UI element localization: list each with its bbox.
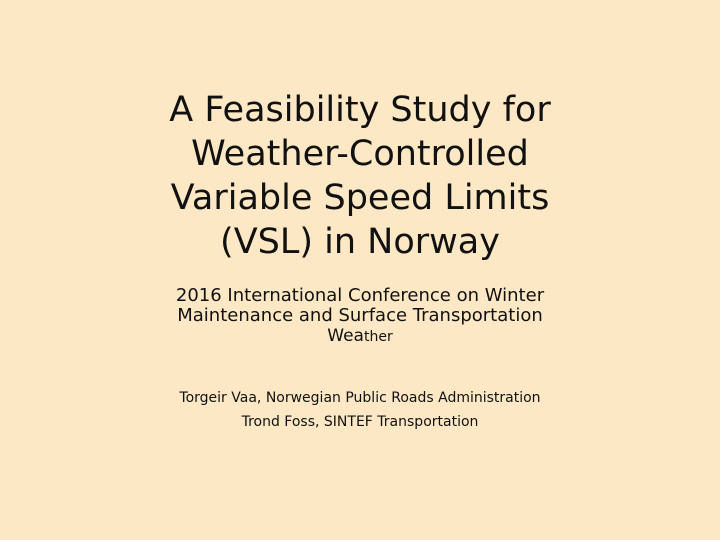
subtitle-line-2: Maintenance and Surface Transportation	[177, 305, 543, 326]
authors-block	[60, 386, 660, 434]
author-1: Torgeir Vaa, Norwegian Public Roads Administration	[179, 390, 541, 406]
title-line-1: A Feasibility Study for	[169, 90, 551, 130]
subtitle-tail-small: ther	[363, 329, 393, 345]
title-line-3: Variable Speed Limits	[170, 178, 550, 218]
subtitle-line-1: 2016 International Conference on Winter	[175, 285, 545, 306]
subtitle-line-3	[60, 326, 660, 347]
author-2: Trond Foss, SINTEF Transportation	[241, 414, 479, 430]
title-line-2: Weather-Controlled	[191, 134, 529, 174]
subtitle-tail-big: Wea	[327, 326, 364, 346]
conference-subtitle	[60, 286, 660, 347]
title-line-4: (VSL) in Norway	[220, 222, 500, 262]
slide-title	[60, 88, 660, 264]
